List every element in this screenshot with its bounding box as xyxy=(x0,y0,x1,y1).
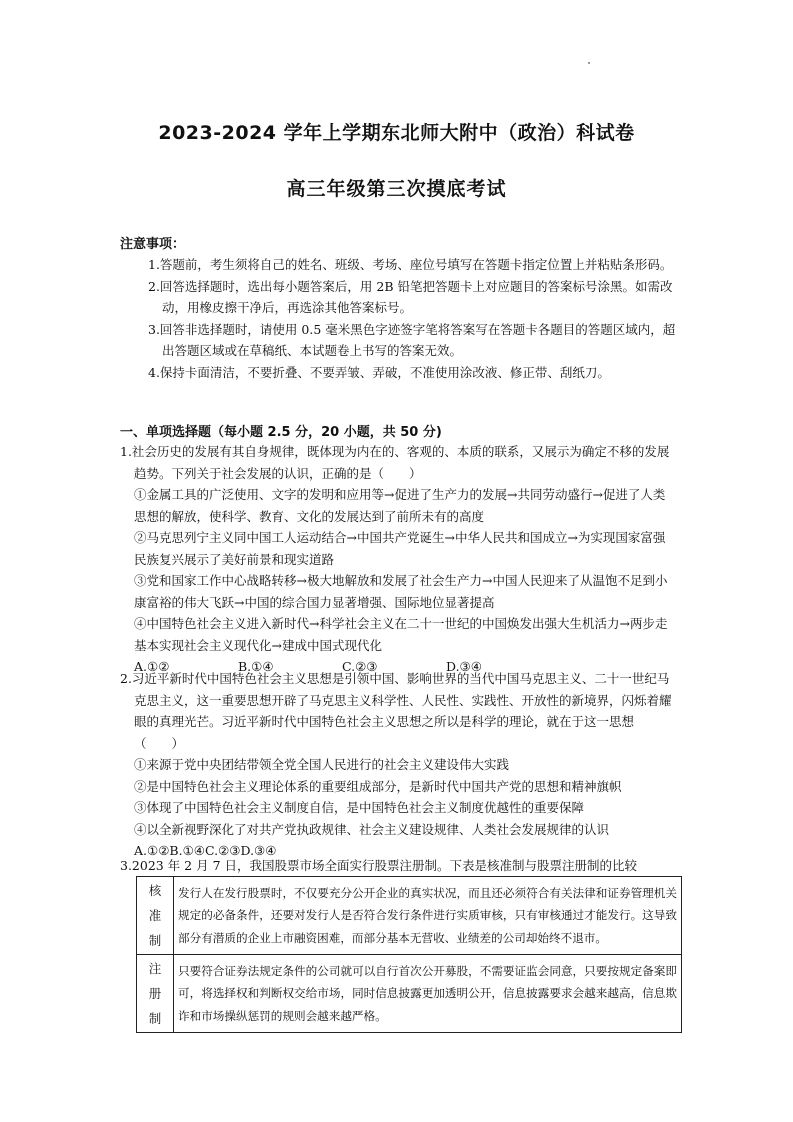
choice-b: B.①④ xyxy=(238,659,274,674)
exam-title: 2023-2024 学年上学期东北师大附中（政治）科试卷 xyxy=(158,122,635,144)
question-stem: 2.习近平新时代中国特色社会主义思想是引领中国、影响世界的当代中国马克思主义、二十一世纪马克思主义，这一重要思想开辟了马克思主义科学性、人民性、实践性、开放性的新境界，闪烁着耀眼的真理光芒。习近平新时代中国特色社会主义思想之所以是科学的理论，就在于这一思想（ ） xyxy=(120,671,672,751)
label-char: 注 xyxy=(148,961,162,976)
notice-item: 1.答题前，考生须将自己的姓名、班级、考场、座位号填写在答题卡指定位置上并粘贴条形码。 xyxy=(148,257,673,272)
exam-subtitle: 高三年级第三次摸底考试 xyxy=(286,178,507,200)
answer-choices: A.①②B.①④C.②③D.③④ xyxy=(134,843,277,858)
question-1 xyxy=(120,441,676,678)
notice-item: 4.保持卡面清洁，不要折叠、不要弄皱、弄破，不准使用涂改液、修正带、刮纸刀。 xyxy=(148,364,610,380)
comparison-table xyxy=(136,876,682,1033)
question-2 xyxy=(120,668,676,862)
label-char: 制 xyxy=(148,1011,162,1026)
question-option: ④中国特色社会主义进入新时代→科学社会主义在二十一世纪的中国焕发出强大生机活力→两步走基本实现社会主义现代化→建成中国式现代化 xyxy=(134,616,668,653)
notice-item: 3.回答非选择题时，请使用 0.5 毫米黑色字迹签字笔将答案写在答题卡各题目的答题区域内，超出答题区域或在草稿纸、本试题卷上书写的答案无效。 xyxy=(148,321,676,358)
row-label-registration xyxy=(137,955,174,1033)
notice-list xyxy=(148,254,678,383)
table-row xyxy=(137,955,682,1033)
label-char: 准 xyxy=(148,908,162,923)
question-option: ②马克思列宁主义同中国工人运动结合→中国共产党诞生→中华人民共和国成立→为实现国家富强民族复兴展示了美好前景和现实道路 xyxy=(134,530,666,567)
scan-speck xyxy=(588,62,590,64)
row-content-approval: 发行人在发行股票时，不仅要充分公开企业的真实状况，而且还必须符合有关法律和证券管理机关规定的必备条件，还要对发行人是否符合发行条件进行实质审核，只有审核通过才能发行。这导致部分有潜质的企业上市融资困难，而部分基本无营收、业绩差的公司却始终不退市。 xyxy=(174,877,682,955)
question-option: ③党和国家工作中心战略转移→极大地解放和发展了社会生产力→中国人民迎来了从温饱不足到小康富裕的伟大飞跃→中国的综合国力显著增强、国际地位显著提高 xyxy=(134,573,668,610)
question-option: ①来源于党中央团结带领全党全国人民进行的社会主义建设伟大实践 xyxy=(134,757,510,772)
notice-heading: 注意事项： xyxy=(120,237,186,252)
label-char: 核 xyxy=(148,883,162,898)
question-3 xyxy=(120,855,676,877)
question-option: ①金属工具的广泛使用、文字的发明和应用等→促进了生产力的发展→共同劳动盛行→促进了人类思想的解放，使科学、教育、文化的发展达到了前所未有的高度 xyxy=(134,487,666,524)
question-stem: 3.2023 年 2 月 7 日，我国股票市场全面实行股票注册制。下表是核准制与股票注册制的比较 xyxy=(120,858,638,873)
question-option: ③体现了中国特色社会主义制度自信，是中国特色社会主义制度优越性的重要保障 xyxy=(134,800,585,815)
table-row xyxy=(137,877,682,955)
section-heading: 一、单项选择题（每小题 2.5 分，20 小题，共 50 分) xyxy=(120,425,442,440)
label-char: 制 xyxy=(148,933,162,948)
notice-item: 2.回答选择题时，选出每小题答案后，用 2B 铅笔把答题卡上对应题目的答案标号涂黑。如需改动，用橡皮擦干净后，再选涂其他答案标号。 xyxy=(148,278,673,315)
label-char: 册 xyxy=(148,986,162,1001)
question-stem: 1.社会历史的发展有其自身规律，既体现为内在的、客观的、本质的联系，又展示为确定不移的发展趋势。下列关于社会发展的认识，正确的是（ ） xyxy=(120,444,670,481)
choice-c: C.②③ xyxy=(342,659,378,674)
choice-a: A.①② xyxy=(134,659,170,674)
question-option: ④以全新视野深化了对共产党执政规律、社会主义建设规律、人类社会发展规律的认识 xyxy=(134,821,610,837)
question-option: ②是中国特色社会主义理论体系的重要组成部分，是新时代中国共产党的思想和精神旗帜 xyxy=(134,778,622,794)
row-content-registration: 只要符合证券法规定条件的公司就可以自行首次公开募股，不需要证监会同意，只要按规定备案即可，将选择权和判断权交给市场，同时信息披露更加透明公开，信息披露要求会越来越高，信息欺诈和市场操纵惩罚的规则会越来越严格。 xyxy=(174,955,682,1033)
row-label-approval xyxy=(137,877,174,955)
choice-d: D.③④ xyxy=(446,659,482,674)
